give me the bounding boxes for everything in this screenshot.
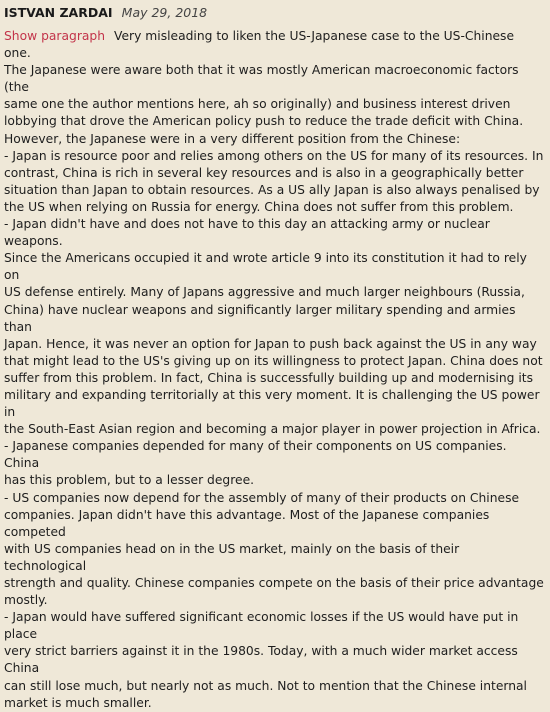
comment-line: Since the Americans occupied it and wrote article 9 into its constitution it had to rely on — [4, 251, 527, 283]
comment-header — [4, 3, 544, 23]
comment-line: - Japan would have suffered significant economic losses if the US would have put in place — [4, 610, 519, 642]
comment-line: - Japan is resource poor and relies among others on the US for many of its resources. In — [4, 148, 544, 163]
comment-line: very strict barriers against it in the 1980s. Today, with a much wider market access China — [4, 644, 518, 676]
comment-line — [4, 28, 544, 62]
comment-line: lobbying that drove the American policy push to reduce the trade deficit with China. — [4, 114, 524, 129]
comment-line: strength and quality. Chinese companies compete on the basis of their price advantage — [4, 576, 544, 590]
comment-line: US defense entirely. Many of Japans aggressive and much larger neighbours (Russia, — [4, 285, 525, 300]
comment-line: has this problem, but to a lesser degree. — [4, 473, 255, 488]
comment-line: - Japan didn't have and does not have to this day an attacking army or nuclear weapons. — [4, 217, 490, 249]
comment-line: the South-East Asian region and becoming a major player in power projection in Africa. — [4, 422, 541, 437]
show-paragraph-link[interactable]: Show paragraph — [4, 29, 106, 43]
comment-line: However, the Japanese were in a very different position from the Chinese: — [4, 131, 461, 146]
comment-body — [4, 28, 544, 712]
comment-line: companies. Japan didn't have this advantage. Most of the Japanese companies competed — [4, 507, 490, 539]
comment-date: May 29, 2018 — [121, 5, 208, 20]
comment-line-text: Very misleading to liken the US-Japanese case to the US-Chinese one. — [4, 29, 515, 61]
comment-line: The Japanese were aware both that it was mostly American macroeconomic factors (the — [4, 63, 519, 95]
comment-line: China) have nuclear weapons and significantly larger military spending and armies than — [4, 302, 516, 334]
comment-line: Japan. Hence, it was never an option for Japan to push back against the US in any way — [4, 336, 537, 351]
comment-line: market is much smaller. — [4, 695, 152, 710]
comment-line: the US when relying on Russia for energy. China does not suffer from this problem. — [4, 199, 514, 214]
comment-author[interactable]: ISTVAN ZARDAI — [4, 5, 113, 20]
comment-line: that might lead to the US's giving up on its willingness to protect Japan. China does not — [4, 353, 543, 368]
comment-line: contrast, China is rich in several key resources and is also in a geographically better — [4, 165, 524, 180]
comment-line: mostly. — [4, 593, 48, 608]
comment-line: - Japanese companies depended for many of their components on US companies. China — [4, 439, 507, 471]
comment-line: military and expanding territorially at this very moment. It is challenging the US power in — [4, 387, 540, 420]
comment-line: - US companies now depend for the assembly of many of their products on Chinese — [4, 490, 520, 505]
comment-line: with US companies head on in the US market, mainly on the basis of their technological — [4, 541, 460, 573]
comment-line: suffer from this problem. In fact, China is successfully building up and modernising its — [4, 370, 533, 385]
comment-line: same one the author mentions here, ah so originally) and business interest driven — [4, 97, 511, 112]
comment-line: situation than Japan to obtain resources. As a US ally Japan is also always penalised by — [4, 182, 540, 197]
comment-line: can still lose much, but nearly not as much. Not to mention that the Chinese internal — [4, 678, 527, 693]
